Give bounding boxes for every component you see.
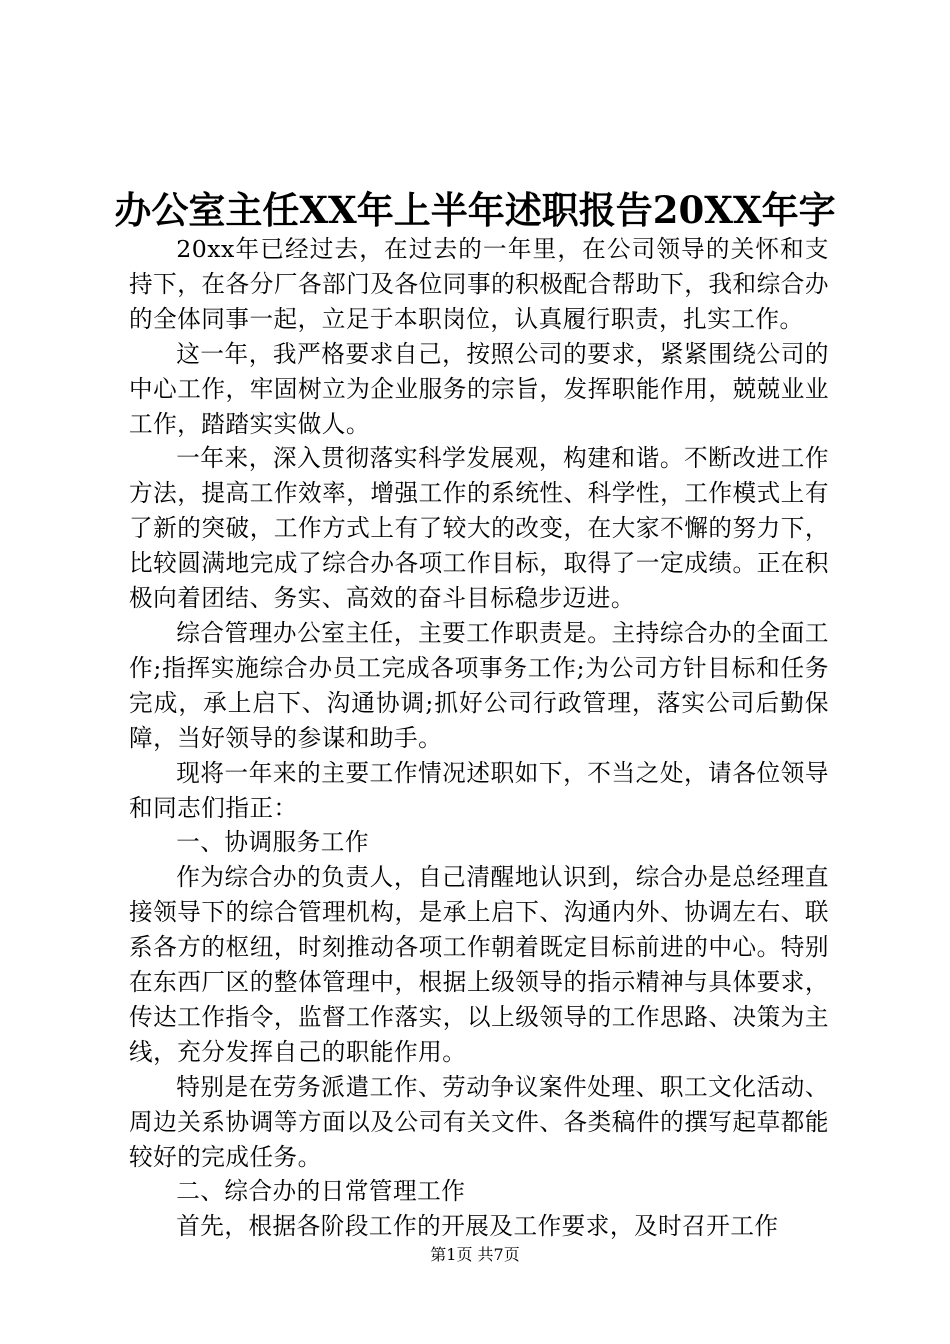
section-heading-coordination: 一、协调服务工作 [176, 828, 369, 857]
paragraph-daily-management: 首先，根据各阶段工作的开展及工作要求，及时召开工作 [176, 1212, 779, 1241]
page-number-footer: 第1页 共7页 [430, 1245, 520, 1264]
paragraph-achievements: 一年来，深入贯彻落实科学发展观，构建和谐。不断改进工作方法，提高工作效率，增强工作的系统性、科学性，工作模式上有了新的突破，工作方式上有了较大的改变，在大家不懈的努力下，比较圆满地完成了综合办各项工作目标，取得了一定成绩。正在积极向着团结、务实、高效的奋斗目标稳步迈进。 [129, 444, 829, 613]
paragraph-intro: 20xx年已经过去，在过去的一年里，在公司领导的关怀和支持下，在各分厂各部门及各位同事的积极配合帮助下，我和综合办的全体同事一起，立足于本职岗位，认真履行职责，扎实工作。 [129, 235, 829, 333]
section-heading-daily-management: 二、综合办的日常管理工作 [176, 1177, 466, 1206]
paragraph-special-tasks: 特别是在劳务派遣工作、劳动争议案件处理、职工文化活动、周边关系协调等方面以及公司有关文件、各类稿件的撰写起草都能较好的完成任务。 [129, 1072, 829, 1171]
document-body [129, 232, 829, 1244]
paragraph-year-summary: 这一年，我严格要求自己，按照公司的要求，紧紧围绕公司的中心工作，牢固树立为企业服务的宗旨，发挥职能作用，兢兢业业工作，踏踏实实做人。 [129, 339, 829, 438]
document-title: 办公室主任XX年上半年述职报告20XX年字 [114, 188, 836, 232]
paragraph-report-intro: 现将一年来的主要工作情况述职如下，不当之处，请各位领导和同志们指正： [129, 758, 829, 822]
paragraph-coordination: 作为综合办的负责人，自己清醒地认识到，综合办是总经理直接领导下的综合管理机构，是承上启下、沟通内外、协调左右、联系各方的枢纽，时刻推动各项工作朝着既定目标前进的中心。特别在东西厂区的整体管理中，根据上级领导的指示精神与具体要求，传达工作指令，监督工作落实，以上级领导的工作思路、决策为主线，充分发挥自己的职能作用。 [129, 863, 829, 1066]
paragraph-duties: 综合管理办公室主任，主要工作职责是。主持综合办的全面工作;指挥实施综合办员工完成各项事务工作;为公司方针目标和任务完成，承上启下、沟通协调;抓好公司行政管理，落实公司后勤保障，当好领导的参谋和助手。 [129, 618, 829, 752]
